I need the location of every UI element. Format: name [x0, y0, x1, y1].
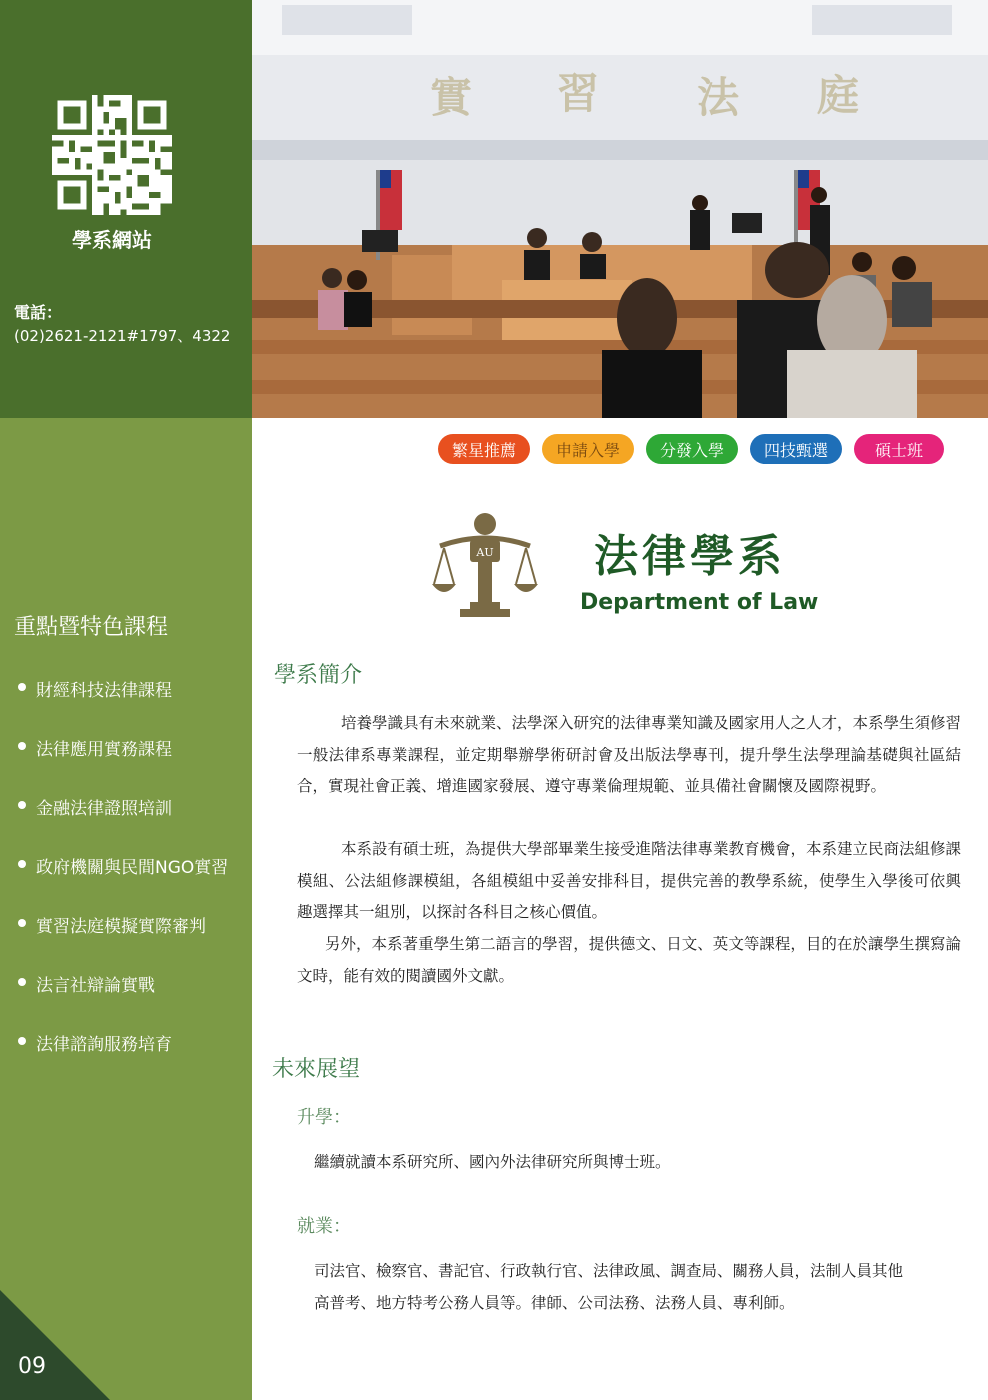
intro-paragraph-1: 培養學識具有未來就業、法學深入研究的法律專業知識及國家用人之人才，本系學生須修習一般法律系專業課程，並定期舉辦學術研討會及出版法學專刊，提升學生法學理論基礎與社區結合，實現社會正義、增進國家發展、遵守專業倫理規範、並具備社會關懷及國際視野。 — [297, 714, 962, 795]
intro-paragraph-2: 本系設有碩士班，為提供大學部畢業生接受進階法律專業教育機會，本系建立民商法組修課模組、公法組修課模組，各組模組中妥善安排科目，提供完善的教學系統，使學生入學後可依興趣選擇其一組別，以探討各科目之核心價值。 — [297, 840, 962, 921]
course-label: 財經科技法律課程 — [36, 681, 172, 701]
course-label: 法言社辯論實戰 — [36, 976, 155, 996]
banner-char: 法 — [697, 73, 740, 122]
bullet-icon — [18, 683, 26, 691]
intro-paragraph-3: 另外，本系著重學生第二語言的學習，提供德文、日文、英文等課程，目的在於讓學生撰寫論文時，能有效的閱讀國外文獻。 — [297, 935, 961, 985]
course-label: 法律諮詢服務培育 — [36, 1035, 172, 1055]
course-label: 金融法律證照培訓 — [36, 799, 172, 819]
course-label: 政府機關與民間NGO實習 — [36, 858, 229, 878]
qr-label: 學系網站 — [72, 228, 152, 252]
bullet-icon — [18, 742, 26, 750]
department-name-en: Department of Law — [580, 590, 819, 615]
course-list — [18, 676, 228, 1089]
bullet-icon — [18, 860, 26, 868]
study-label: 升學： — [297, 1107, 351, 1128]
logo-text: AU — [476, 546, 494, 559]
banner-char: 實 — [430, 73, 473, 122]
tag-technical-selection[interactable]: 四技甄選 — [750, 434, 842, 464]
course-item — [18, 853, 228, 912]
study-text: 繼續就讀本系研究所、國內外法律研究所與博士班。 — [314, 1153, 671, 1171]
course-item — [18, 912, 228, 971]
department-name-cn: 法律學系 — [594, 531, 786, 582]
page-number: 09 — [18, 1354, 46, 1379]
career-text-line-2: 高普考、地方特考公務人員等。律師、公司法務、法務人員、專利師。 — [314, 1294, 795, 1312]
future-heading: 未來展望 — [272, 1057, 361, 1082]
course-label: 法律應用實務課程 — [36, 740, 172, 760]
tag-masters[interactable]: 碩士班 — [854, 434, 944, 464]
course-label: 實習法庭模擬實際審判 — [36, 917, 206, 937]
scales-of-justice-logo — [430, 508, 540, 623]
course-item — [18, 676, 228, 735]
course-list-title: 重點暨特色課程 — [14, 615, 169, 640]
course-item — [18, 794, 228, 853]
course-item — [18, 735, 228, 794]
bullet-icon — [18, 919, 26, 927]
bullet-icon — [18, 801, 26, 809]
tag-star-recommendation[interactable]: 繁星推薦 — [438, 434, 530, 464]
phone-number: (02)2621-2121#1797、4322 — [14, 327, 231, 345]
tag-placement[interactable]: 分發入學 — [646, 434, 738, 464]
career-label: 就業： — [297, 1216, 351, 1237]
banner-char: 習 — [557, 69, 600, 118]
page-corner-triangle — [0, 1290, 110, 1400]
banner-char: 庭 — [817, 71, 860, 120]
admission-tags — [438, 434, 956, 464]
bullet-icon — [18, 978, 26, 986]
intro-heading: 學系簡介 — [274, 663, 363, 688]
tag-application[interactable]: 申請入學 — [542, 434, 634, 464]
bullet-icon — [18, 1037, 26, 1045]
phone-label: 電話： — [14, 303, 63, 322]
course-item — [18, 1030, 228, 1089]
course-item — [18, 971, 228, 1030]
career-text-line-1: 司法官、檢察官、書記官、行政執行官、法律政風、調查局、關務人員，法制人員其他 — [314, 1262, 904, 1280]
qr-code-icon[interactable] — [52, 95, 172, 215]
courtroom-photo — [252, 0, 988, 418]
